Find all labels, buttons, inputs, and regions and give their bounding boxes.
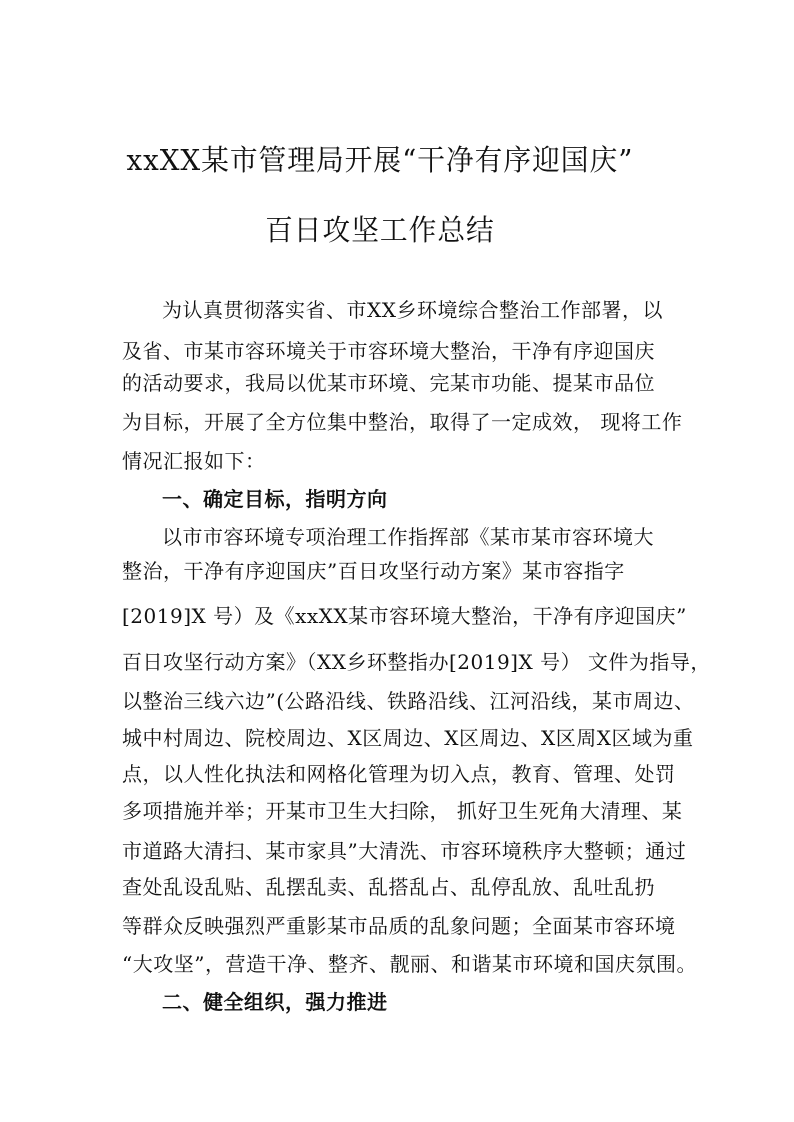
- section-heading-2: 二、健全组织，强力推进: [162, 990, 388, 1014]
- paragraph-line: [2019]X 号）及《xxXX某市容环境大整治，干净有序迎国庆”: [122, 604, 687, 628]
- paragraph-line: 查处乱设乱贴、乱摆乱卖、乱搭乱占、乱停乱放、乱吐乱扔: [122, 875, 655, 899]
- paragraph-line: 及省、市某市容环境关于市容环境大整治，干净有序迎国庆: [122, 339, 655, 363]
- document-title-line-1: xxXX某市管理局开展“干净有序迎国庆”: [126, 143, 634, 177]
- paragraph-line: 的活动要求，我局以优某市环境、完某市功能、提某市品位: [122, 371, 655, 395]
- paragraph-line: 以整治三线六边”(公路沿线、铁路沿线、江河沿线，某市周边、: [122, 689, 695, 713]
- paragraph-line: “大攻坚”，营造干净、整齐、靓丽、和谐某市环境和国庆氛围。: [122, 952, 697, 976]
- paragraph-line: 市道路大清扫、某市家具”大清洗、市容环境秩序大整顿；通过: [122, 839, 687, 863]
- paragraph-line: 整治，干净有序迎国庆”百日攻坚行动方案》某市容指字: [122, 559, 625, 583]
- paragraph-line: 以市市容环境专项治理工作指挥部《某市某市容环境大: [162, 525, 654, 549]
- paragraph-line: 百日攻坚行动方案》（XX乡环整指办[2019]X 号） 文件为指导，: [122, 650, 711, 674]
- paragraph-line: 为认真贯彻落实省、市XX乡环境综合整治工作部署，以: [162, 298, 663, 322]
- paragraph-line: 多项措施并举；开某市卫生大扫除， 抓好卫生死角大清理、某: [122, 799, 683, 823]
- paragraph-line: 城中村周边、院校周边、X区周边、X区周边、X区周X区域为重: [122, 726, 694, 750]
- paragraph-line: 点，以人性化执法和网格化管理为切入点，教育、管理、处罚: [122, 762, 676, 786]
- paragraph-line: 为目标，开展了全方位集中整治，取得了一定成效， 现将工作: [122, 410, 683, 434]
- paragraph-line: 等群众反映强烈严重影某市品质的乱象问题；全面某市容环境: [122, 914, 676, 938]
- section-heading-1: 一、确定目标，指明方向: [162, 487, 388, 511]
- paragraph-line: 情况汇报如下：: [122, 449, 266, 473]
- document-title-line-2: 百日攻坚工作总结: [265, 213, 495, 247]
